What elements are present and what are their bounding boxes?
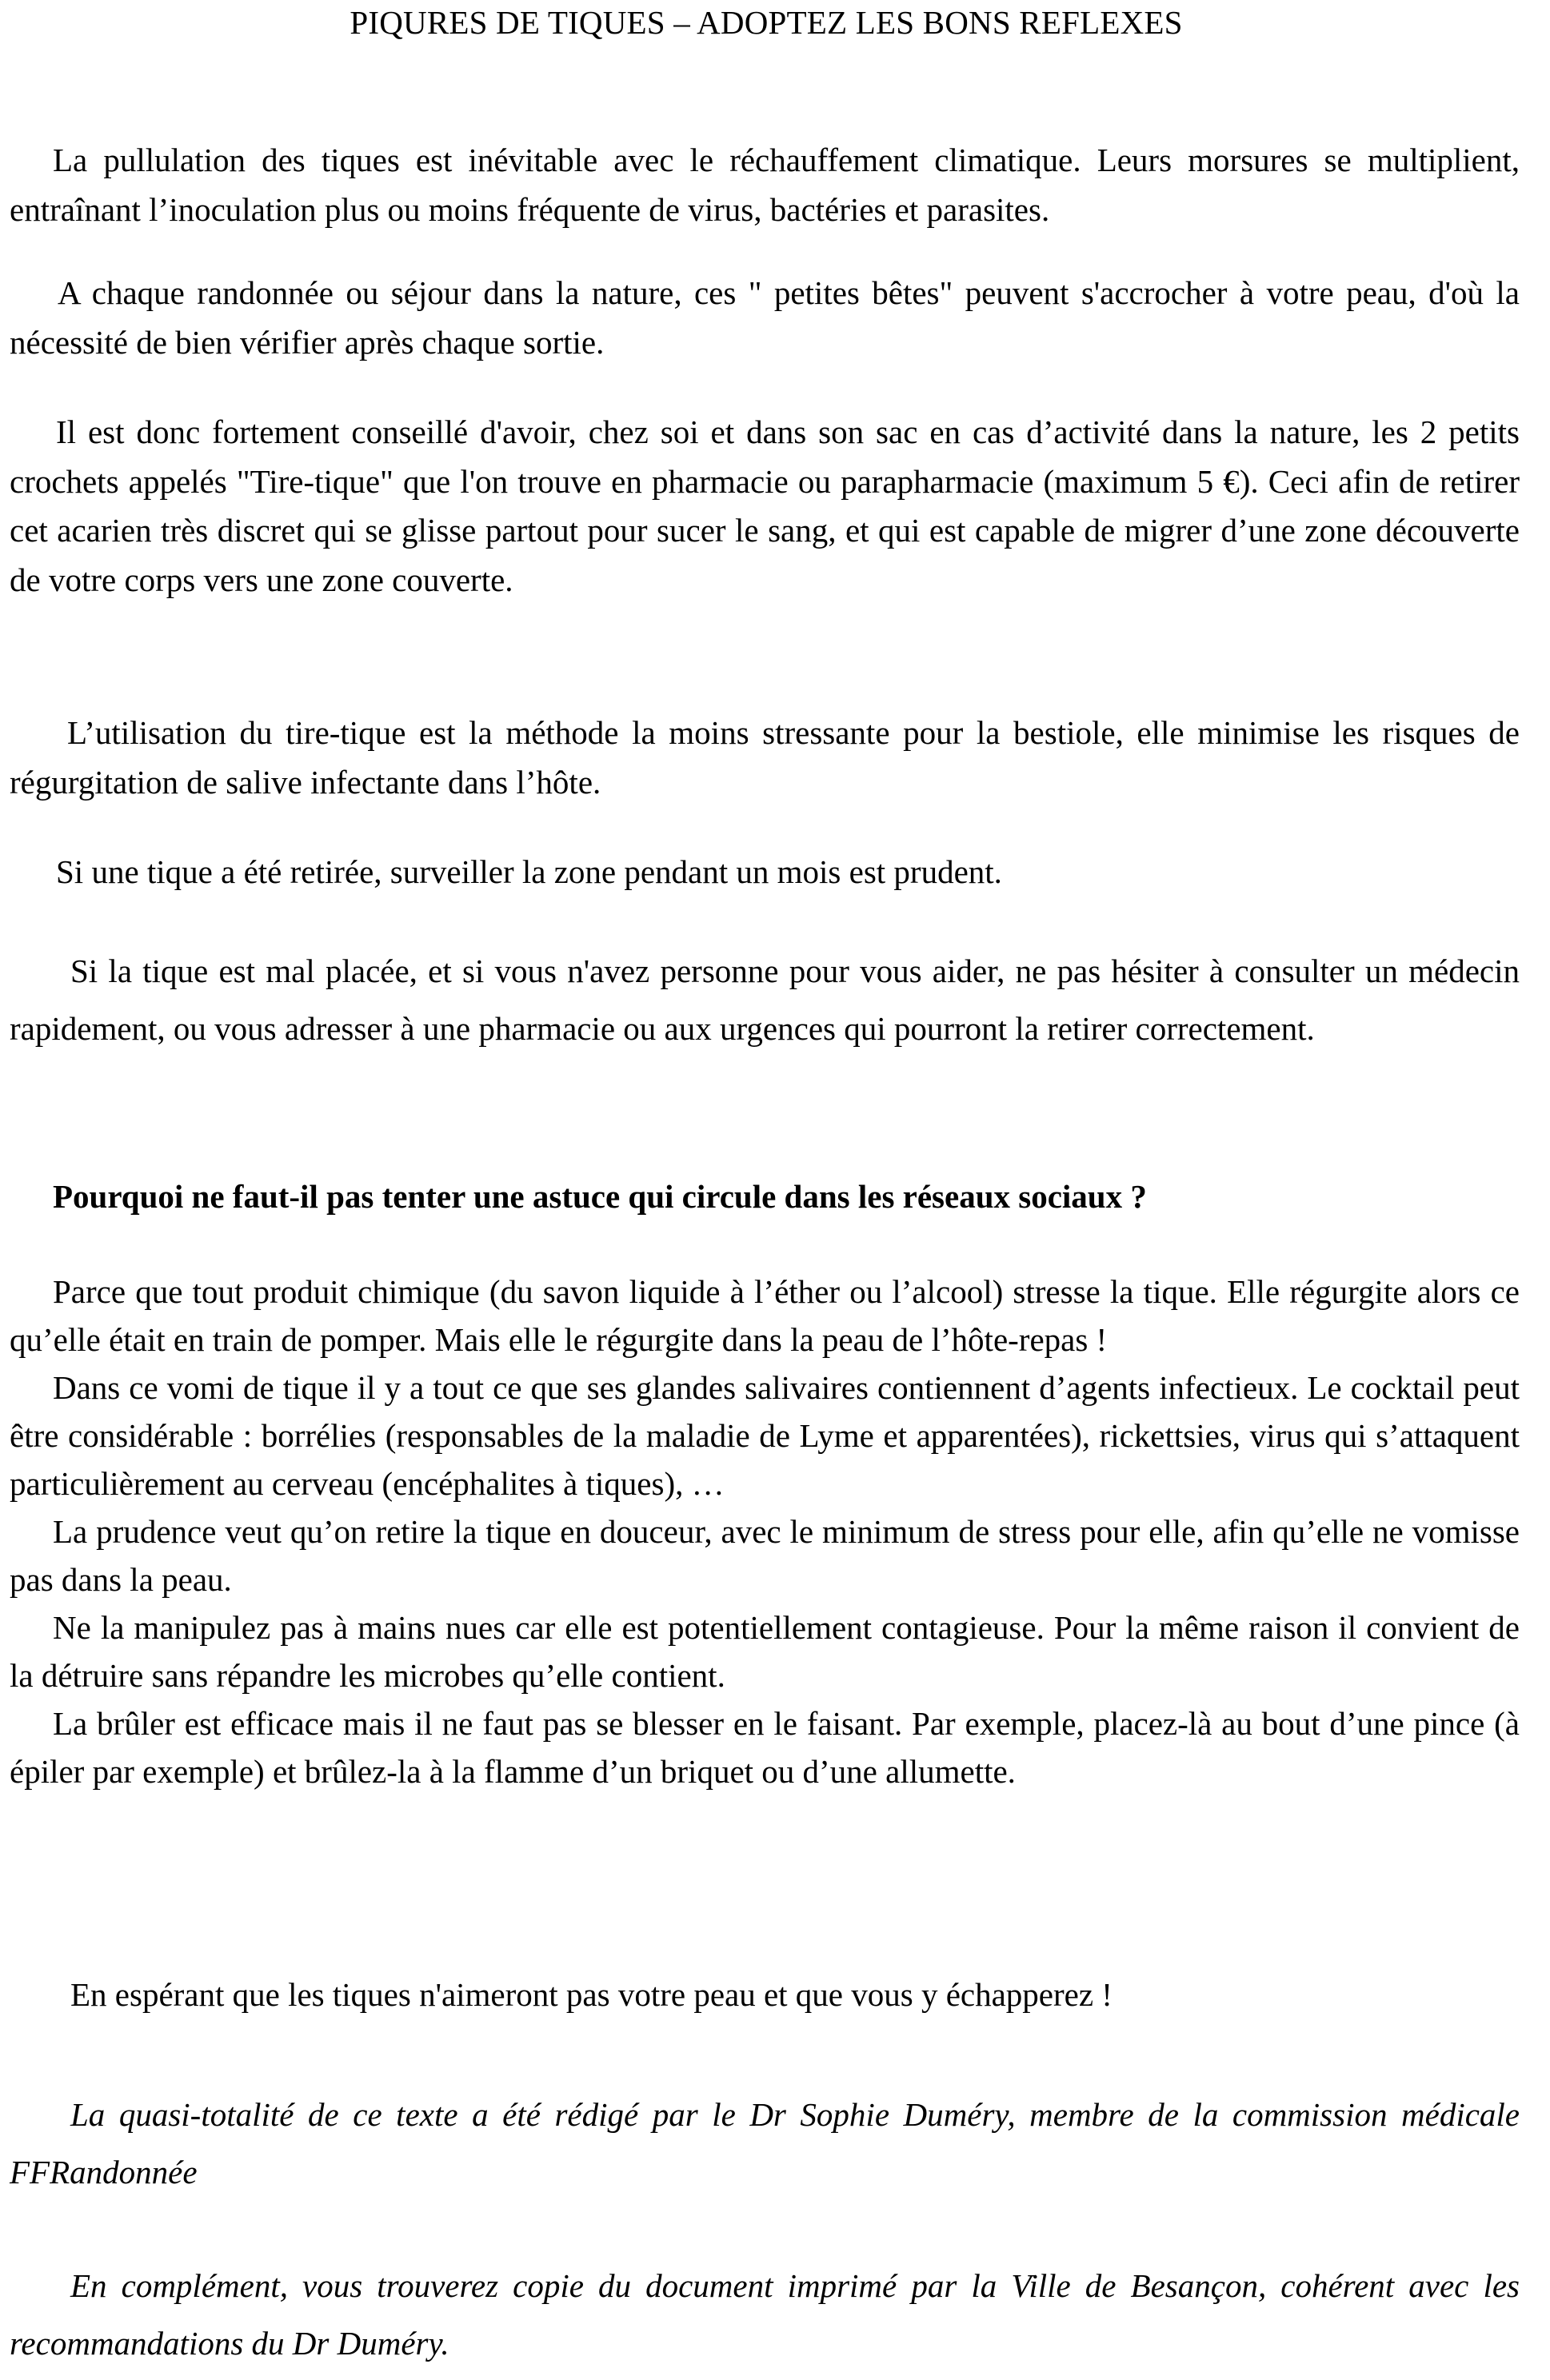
answer-gentle-removal: La prudence veut qu’on retire la tique en douceur, avec le minimum de stress pour elle, afin qu’elle ne vomisse pas dans la peau. [10, 1513, 1520, 1598]
answer-vomit: Dans ce vomi de tique il y a tout ce que ses glandes salivaires contiennent d’agents infectieux. Le cocktail peut être considérable : borrélies (responsables de la maladie de Lyme et apparentées), rickettsies, virus qui s’attaquent particulièrement au cerveau (encéphalites à tiques), … [10, 1369, 1520, 1502]
tick-remover-paragraph: Il est donc fortement conseillé d'avoir, chez soi et dans son sac en cas d’activité dans la nature, les 2 petits crochets appelés "Tire-tique" que l'on trouve en pharmacie ou parapharmacie (maximum 5 €). Ceci afin de retirer cet acarien très discret qui se glisse partout pour sucer le sang, et qui est capable de migrer d’une zone découverte de votre corps vers une zone couverte. [10, 413, 1520, 598]
monitoring-paragraph: Si une tique a été retirée, surveiller la zone pendant un mois est prudent. [56, 853, 1002, 890]
document-title: PIQURES DE TIQUES – ADOPTEZ LES BONS REFLEXES [350, 4, 1183, 41]
tick-remover-method-paragraph: L’utilisation du tire-tique est la méthode la moins stressante pour la bestiole, elle minimise les risques de régurgitation de salive infectante dans l’hôte. [10, 714, 1520, 801]
answer-chemicals: Parce que tout produit chimique (du savon liquide à l’éther ou l’alcool) stresse la tique. Elle régurgite alors ce qu’elle était en train de pomper. Mais elle le régurgite dans la peau de l’hôte-repas ! [10, 1273, 1520, 1358]
closing-paragraph: En espérant que les tiques n'aimeront pas votre peau et que vous y échapperez ! [70, 1976, 1113, 2013]
nature-paragraph: A chaque randonnée ou séjour dans la nature, ces " petites bêtes" peuvent s'accrocher à votre peau, d'où la nécessité de bien vérifier après chaque sortie. [10, 274, 1520, 361]
question-heading: Pourquoi ne faut-il pas tenter une astuce qui circule dans les réseaux sociaux ? [53, 1178, 1147, 1215]
intro-paragraph: La pullulation des tiques est inévitable avec le réchauffement climatique. Leurs morsures se multiplient, entraînant l’inoculation plus ou moins fréquente de virus, bactéries et parasites. [10, 142, 1520, 228]
doctor-advice-paragraph: Si la tique est mal placée, et si vous n'avez personne pour vous aider, ne pas hésiter à consulter un médecin rapidement, ou vous adresser à une pharmacie ou aux urgences qui pourront la retirer correctement. [10, 952, 1520, 1047]
answer-no-bare-hands: Ne la manipulez pas à mains nues car elle est potentiellement contagieuse. Pour la même raison il convient de la détruire sans répandre les microbes qu’elle contient. [10, 1609, 1520, 1694]
complement-paragraph: En complément, vous trouverez copie du document imprimé par la Ville de Besançon, cohérent avec les recommandations du Dr Duméry. [10, 2267, 1520, 2362]
answer-section [10, 1268, 1520, 1795]
credit-paragraph: La quasi-totalité de ce texte a été rédigé par le Dr Sophie Duméry, membre de la commission médicale FFRandonnée [10, 2096, 1520, 2190]
answer-burning: La brûler est efficace mais il ne faut pas se blesser en le faisant. Par exemple, placez-là au bout d’une pince (à épiler par exemple) et brûlez-la à la flamme d’un briquet ou d’une allumette. [10, 1705, 1520, 1790]
